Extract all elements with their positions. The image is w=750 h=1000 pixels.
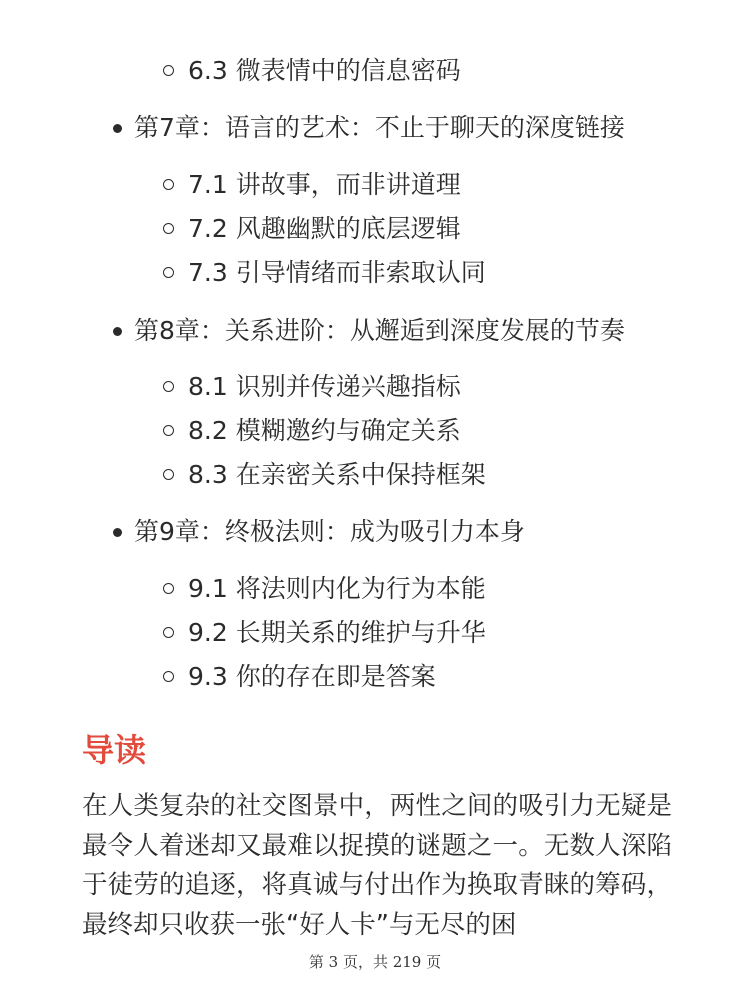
toc-item-label: 9.1 将法则内化为行为本能: [188, 574, 486, 603]
page-footer: 第 3 页，共 219 页: [308, 953, 442, 971]
toc-chapter-label: 第9章：终极法则：成为吸引力本身: [134, 517, 525, 546]
circle-bullet-icon: [163, 65, 174, 76]
circle-bullet-icon: [163, 223, 174, 234]
section-paragraph: 在人类复杂的社交图景中，两性之间的吸引力无疑是最令人着迷却又最难以捉摸的谜题之一。无数人深陷于徒劳的追逐，将真诚与付出作为换取青睐的筹码，最终却只收获一张“好人卡”与无尽的困: [82, 791, 672, 940]
circle-bullet-icon: [163, 469, 174, 480]
disc-bullet-icon: [113, 327, 122, 336]
circle-bullet-icon: [163, 583, 174, 594]
circle-bullet-icon: [163, 381, 174, 392]
toc-item-label: 9.3 你的存在即是答案: [188, 662, 436, 691]
toc-item-label: 8.1 识别并传递兴趣指标: [188, 372, 461, 401]
section-heading: 导读: [82, 731, 147, 769]
toc-chapter-label: 第8章：关系进阶：从邂逅到深度发展的节奏: [134, 316, 625, 345]
circle-bullet-icon: [163, 267, 174, 278]
toc-item-label: 6.3 微表情中的信息密码: [188, 56, 461, 85]
circle-bullet-icon: [163, 671, 174, 682]
circle-bullet-icon: [163, 179, 174, 190]
toc-item-label: 9.2 长期关系的维护与升华: [188, 618, 486, 647]
circle-bullet-icon: [163, 425, 174, 436]
disc-bullet-icon: [113, 124, 122, 133]
toc-item-label: 7.1 讲故事，而非讲道理: [188, 170, 461, 199]
toc-item-label: 7.2 风趣幽默的底层逻辑: [188, 214, 461, 243]
disc-bullet-icon: [113, 528, 122, 537]
circle-bullet-icon: [163, 627, 174, 638]
toc-item-label: 8.3 在亲密关系中保持框架: [188, 460, 486, 489]
toc-item-label: 8.2 模糊邀约与确定关系: [188, 416, 461, 445]
toc-item-label: 7.3 引导情绪而非索取认同: [188, 258, 486, 287]
toc-chapter-label: 第7章：语言的艺术：不止于聊天的深度链接: [134, 113, 625, 142]
